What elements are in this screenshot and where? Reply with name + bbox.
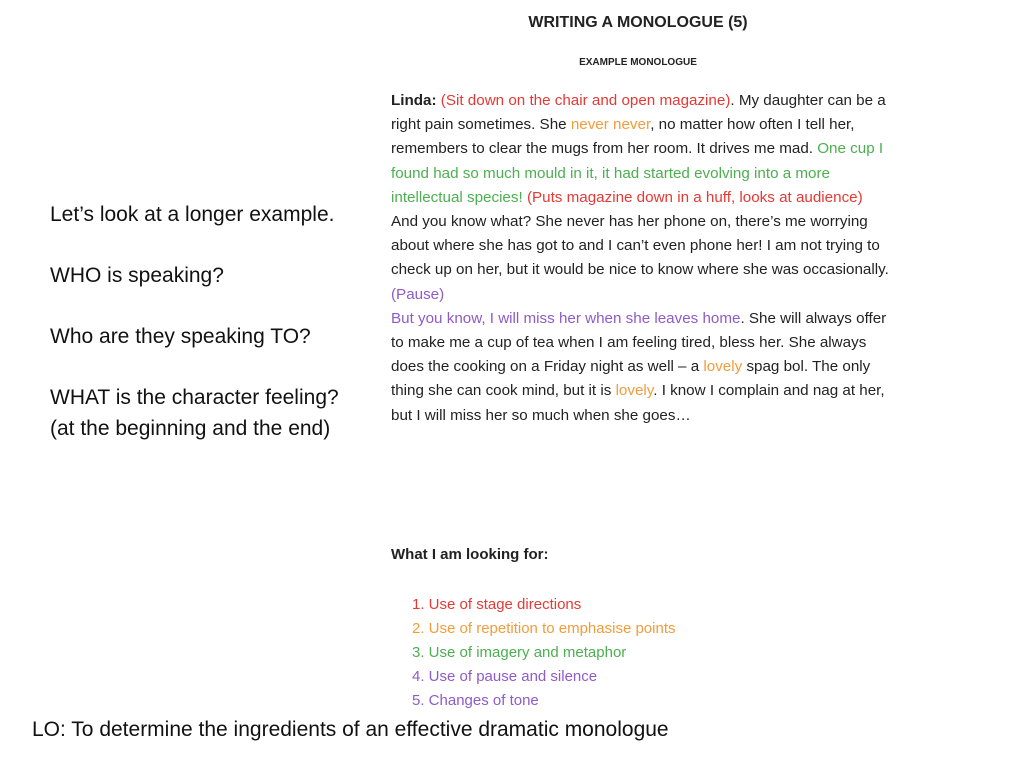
monologue-segment: spag bol. The only thing she can cook mind, but it is bbox=[391, 358, 871, 400]
repetition-phrase: never never bbox=[570, 116, 651, 134]
stage-direction: (Puts magazine down in a huff, looks at audience) bbox=[526, 188, 863, 206]
document-title: WRITING A MONOLOGUE (5) bbox=[528, 14, 748, 31]
speaker-name: Linda: bbox=[391, 92, 437, 109]
imagery-phrase: One cup I found had so much mould in it, it had started evolving into a more intellectual species! bbox=[391, 140, 884, 206]
looking-for-heading: What I am looking for: bbox=[391, 546, 549, 563]
criteria-item: 2. Use of repetition to emphasise points bbox=[412, 620, 676, 637]
criteria-item: 5. Changes of tone bbox=[412, 692, 539, 709]
monologue-segment: . I know I complain and nag at her, but I will miss her so much when she goes… bbox=[391, 382, 885, 424]
monologue-segment: , no matter how often I tell her, remembers to clear the mugs from her room. It drives me mad. bbox=[391, 116, 855, 158]
repetition-phrase: lovely bbox=[703, 358, 743, 376]
question-to: Who are they speaking TO? bbox=[50, 325, 311, 348]
learning-objective: LO: To determine the ingredients of an effective dramatic monologue bbox=[32, 718, 669, 741]
repetition-phrase: lovely bbox=[615, 382, 654, 400]
criteria-item: 1. Use of stage directions bbox=[412, 596, 582, 613]
monologue-text bbox=[391, 89, 891, 428]
tone-change-phrase: But you know, I will miss her when she leaves home bbox=[391, 309, 741, 327]
intro-text: Let’s look at a longer example. bbox=[50, 203, 335, 226]
question-what: WHAT is the character feeling? (at the beginning and the end) bbox=[50, 386, 339, 440]
criteria-item: 3. Use of imagery and metaphor bbox=[412, 644, 627, 661]
monologue-segment: . She will always offer to make me a cup of tea when I am feeling tired, bless her. She always does the cooking on a Friday night as well – a bbox=[391, 309, 887, 376]
question-who: WHO is speaking? bbox=[50, 264, 224, 287]
stage-direction: (Sit down on the chair and open magazine) bbox=[440, 92, 731, 109]
monologue-segment: . My daughter can be a right pain sometimes. She bbox=[391, 92, 886, 134]
pause-direction: (Pause) bbox=[391, 285, 445, 303]
criteria-list bbox=[412, 593, 675, 713]
document-subtitle: EXAMPLE MONOLOGUE bbox=[579, 57, 697, 68]
monologue-segment: And you know what? She never has her phone on, there’s me worrying about where she has got to and I can’t even phone her! I am not trying to check up on her, but it would be nice to know where she was occasionally. bbox=[391, 213, 889, 279]
left-panel bbox=[50, 200, 350, 475]
criteria-item: 4. Use of pause and silence bbox=[412, 668, 598, 685]
